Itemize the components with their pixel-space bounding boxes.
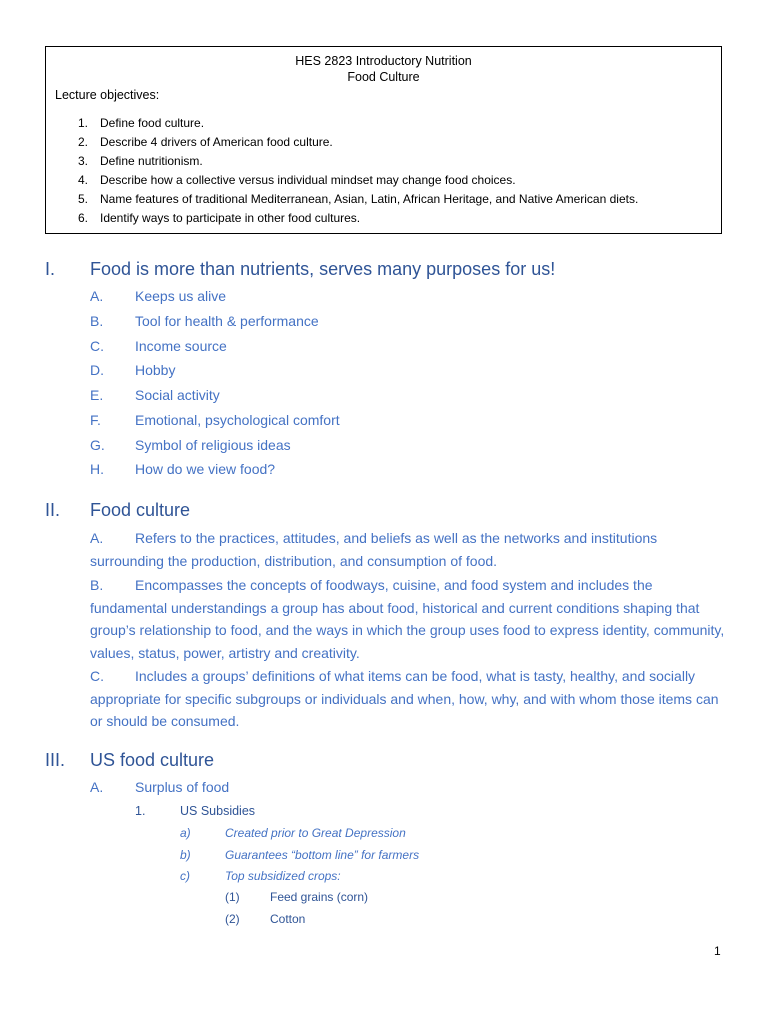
outline-paragraph: B. Encompasses the concepts of foodways, cuisine, and food system and includes the fundamental understandings a group has about food, historical and current conditions shaping that group’s relationship to food, and the ways in which the group uses food to express identity, community, values, status, power, artistry and creativity. xyxy=(90,577,725,661)
objectives-label: Lecture objectives: xyxy=(55,88,160,102)
course-title: HES 2823 Introductory Nutrition xyxy=(295,54,472,68)
outline-paragraph: C. Includes a groups’ definitions of what items can be food, what is tasty, healthy, and socially appropriate for specific subgroups or individuals and when, how, why, and with whom those items can or should be consumed. xyxy=(90,668,719,729)
lecture-topic: Food Culture xyxy=(347,70,420,84)
outline-paragraph: A. Refers to the practices, attitudes, and beliefs as well as the networks and institutions surrounding the production, distribution, and consumption of food. xyxy=(90,530,658,569)
page-number: 1 xyxy=(714,944,721,958)
objectives-box: HES 2823 Introductory Nutrition Food Culture Lecture objectives: 1. Define food culture. 2. Describe 4 drivers of American food culture. 3. Define nutritionism. 4. Describe how a collective versus individual mindset may change food choices. 5. Name features of traditional Mediterranean, Asian, Latin, African Heritage, and Native American diets. 6. Identify ways to participate in other food cultures. xyxy=(45,46,722,234)
